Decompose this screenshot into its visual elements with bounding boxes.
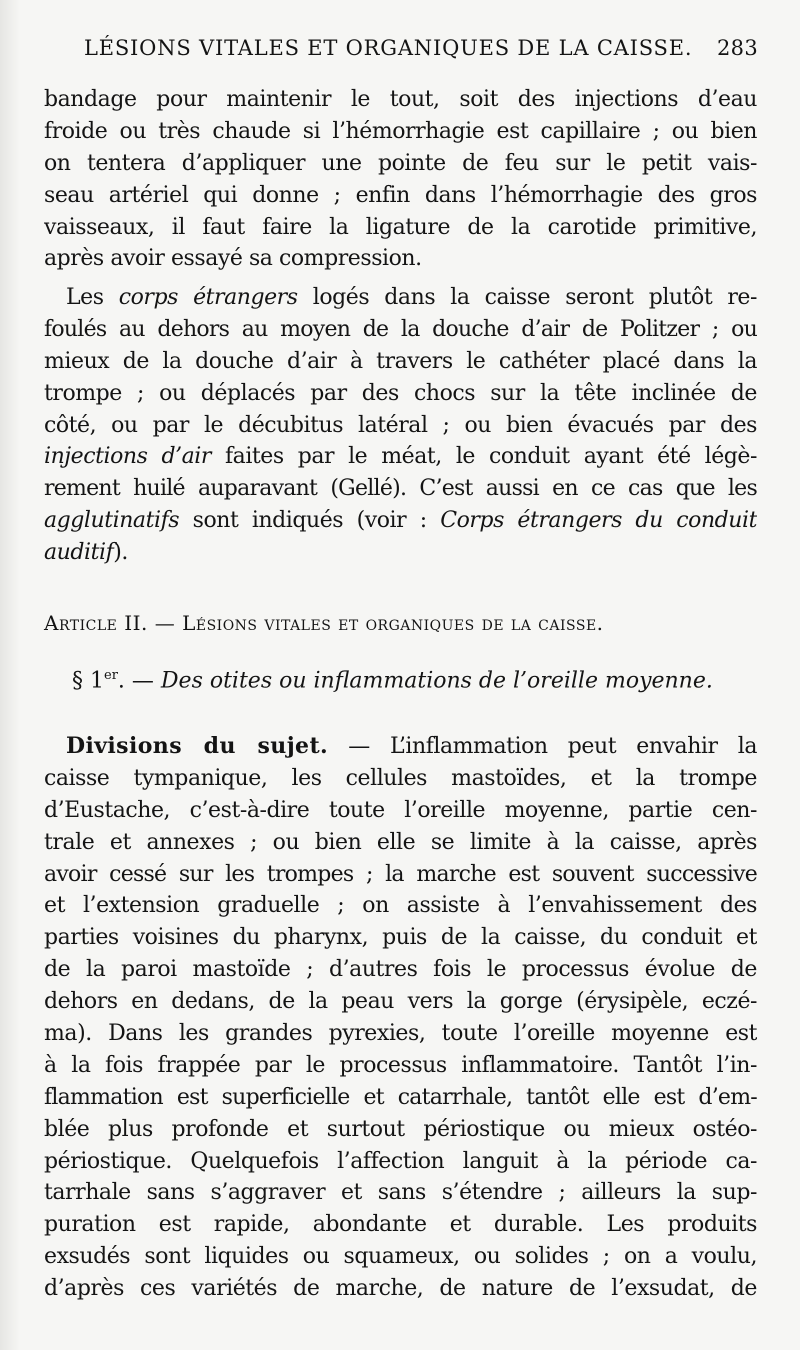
text-line	[44, 441, 757, 473]
text-line: après avoir essayé sa compression.	[44, 246, 422, 272]
text-line: d’après ces variétés de marche, de nature de l’exsudat, de	[44, 1276, 757, 1302]
text-line: périostique. Quelquefois l’affection languit à la période ca-	[44, 1148, 757, 1174]
emphasis-term: Corps étrangers du conduit	[440, 508, 757, 534]
text-line: parties voisines du pharynx, puis de la caisse, du conduit et	[44, 925, 757, 951]
text-line: vaisseaux, il faut faire la ligature de la carotide primitive,	[44, 214, 757, 240]
running-header-title: LÉSIONS VITALES ET ORGANIQUES DE LA CAISSE.	[84, 36, 693, 60]
emphasis-term: injections d’air	[44, 444, 211, 470]
text-fragment: ).	[113, 540, 128, 566]
section-title: Des otites ou inflammations de l’oreille moyenne.	[160, 668, 713, 694]
text-line: de la paroi mastoïde ; d’autres fois le processus évolue de	[44, 957, 757, 983]
running-header	[84, 36, 758, 66]
text-line: flammation est superficielle et catarrhale, tantôt elle est d’em-	[44, 1084, 757, 1110]
emphasis-term: agglutinatifs	[44, 508, 180, 534]
section-heading	[72, 668, 732, 693]
emphasis-term: auditif	[44, 540, 114, 566]
text-line: seau artériel qui donne ; enfin dans l’hémorrhagie des gros	[44, 182, 757, 208]
text-line: foulés au dehors au moyen de la douche d’air de Politzer ; ou	[44, 316, 757, 342]
text-line: d’Eustache, c’est-à-dire toute l’oreille moyenne, partie cen-	[44, 797, 757, 823]
text-line: mieux de la douche d’air à travers le cathéter placé dans la	[44, 348, 757, 374]
text-line: bandage pour maintenir le tout, soit des injections d’eau	[44, 87, 757, 112]
text-line: blée plus profonde et surtout périostique ou mieux ostéo-	[44, 1116, 757, 1142]
text-line: dehors en dedans, de la peau vers la gorge (érysipèle, eczé-	[44, 989, 757, 1015]
text-line: ma). Dans les grandes pyrexies, toute l’oreille moyenne est	[44, 1021, 757, 1047]
text-line	[44, 731, 757, 763]
text-fragment: — L’inflammation peut envahir la	[328, 734, 757, 759]
scan-edge-shadow	[0, 0, 20, 1350]
text-line: trompe ; ou déplacés par des chocs sur la tête inclinée de	[44, 380, 757, 406]
section-dash: . —	[117, 668, 161, 694]
paragraph-foreign-bodies	[44, 282, 757, 569]
text-line: caisse tympanique, les cellules mastoïdes, et la trompe	[44, 765, 757, 791]
section-symbol: § 1	[72, 668, 104, 694]
section-ordinal-suffix: er	[104, 668, 118, 683]
text-line: et l’extension graduelle ; on assiste à l’envahissement des	[44, 893, 757, 919]
text-line: rement huilé auparavant (Gellé). C’est aussi en ce cas que les	[44, 476, 757, 502]
article-heading: Article II. — Lésions vitales et organiques de la caisse.	[44, 611, 604, 635]
text-line	[44, 282, 757, 314]
text-line: avoir cessé sur les trompes ; la marche est souvent successive	[44, 861, 757, 887]
text-fragment: sont indiqués (voir :	[179, 508, 441, 534]
paragraph-lead-heading: Divisions du sujet.	[66, 733, 329, 759]
text-line: puration est rapide, abondante et durable. Les produits	[44, 1212, 757, 1238]
text-line: on tentera d’appliquer une pointe de feu sur le petit vais-	[44, 150, 757, 176]
text-line	[44, 537, 757, 569]
paragraph-divisions	[44, 731, 757, 1305]
text-fragment: faites par le méat, le conduit ayant été légè-	[210, 444, 757, 470]
text-fragment: logés dans la caisse seront plutôt re-	[297, 285, 757, 310]
text-line: exsudés sont liquides ou squameux, ou solides ; on a voulu,	[44, 1244, 757, 1270]
paragraph-hemorrhage	[44, 84, 757, 275]
text-line: côté, ou par le décubitus latéral ; ou bien évacués par des	[44, 412, 757, 438]
text-line	[44, 505, 757, 537]
text-line: à la fois frappée par le processus inflammatoire. Tantôt l’in-	[44, 1052, 757, 1078]
text-line: trale et annexes ; ou bien elle se limite à la caisse, après	[44, 829, 757, 855]
page-number: 283	[717, 36, 758, 60]
emphasis-term: corps étrangers	[118, 285, 298, 310]
text-line: froide ou très chaude si l’hémorrhagie est capillaire ; ou bien	[44, 118, 757, 144]
text-line: tarrhale sans s’aggraver et sans s’étendre ; ailleurs la sup-	[44, 1180, 757, 1206]
text-fragment: Les	[66, 285, 119, 310]
